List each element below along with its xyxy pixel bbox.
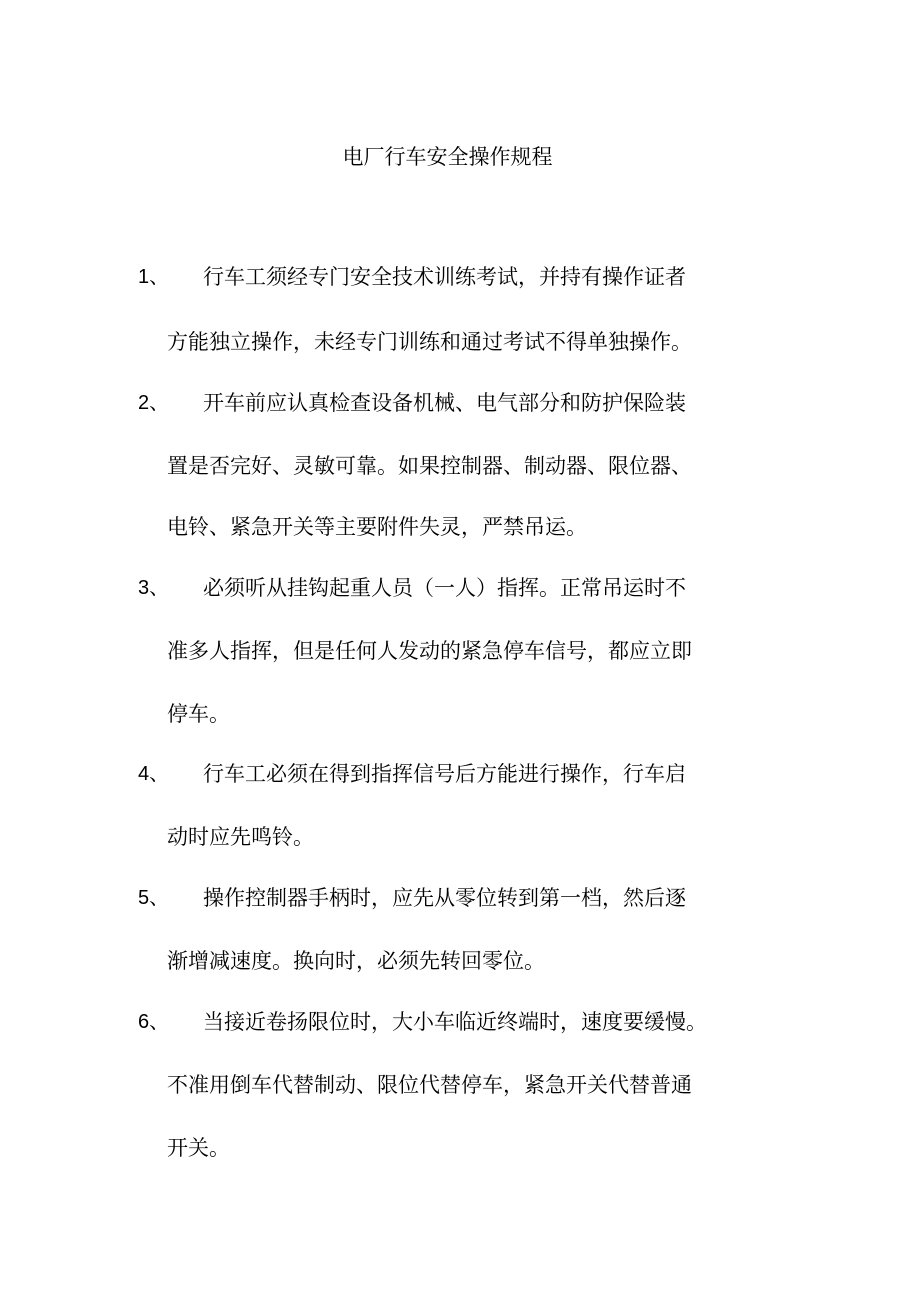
item-6-line-3: 开关。 [167, 1136, 230, 1160]
item-3-line-1: 必须听从挂钩起重人员（一人）指挥。正常吊运时不 [203, 576, 686, 600]
item-5-line-2: 渐增减速度。换向时，必须先转回零位。 [167, 949, 545, 973]
item-1-line-1: 行车工须经专门安全技术训练考试，并持有操作证者 [203, 265, 686, 289]
item-4-number: 4、 [138, 763, 170, 785]
item-2-line-3: 电铃、紧急开关等主要附件失灵，严禁吊运。 [167, 515, 587, 539]
item-2-line-1: 开车前应认真检查设备机械、电气部分和防护保险装 [203, 391, 686, 415]
item-2-line-2: 置是否完好、灵敏可靠。如果控制器、制动器、限位器、 [167, 454, 692, 478]
item-6-line-1: 当接近卷扬限位时，大小车临近终端时，速度要缓慢。 [203, 1010, 707, 1034]
item-3-line-2: 准多人指挥，但是任何人发动的紧急停车信号，都应立即 [167, 639, 692, 663]
document-title: 电厂行车安全操作规程 [342, 145, 553, 169]
item-1-line-2: 方能独立操作，未经专门训练和通过考试不得单独操作。 [167, 330, 692, 354]
item-5-number: 5、 [138, 887, 170, 909]
item-4-line-2: 动时应先鸣铃。 [167, 825, 314, 849]
item-6-number: 6、 [138, 1011, 170, 1033]
item-3-line-3: 停车。 [167, 702, 230, 726]
item-4-line-1: 行车工必须在得到指挥信号后方能进行操作，行车启 [203, 762, 686, 786]
item-5-line-1: 操作控制器手柄时，应先从零位转到第一档，然后逐 [203, 886, 686, 910]
item-3-number: 3、 [138, 577, 170, 599]
item-1-number: 1、 [138, 266, 170, 288]
item-2-number: 2、 [138, 392, 170, 414]
item-6-line-2: 不准用倒车代替制动、限位代替停车，紧急开关代替普通 [167, 1073, 692, 1097]
